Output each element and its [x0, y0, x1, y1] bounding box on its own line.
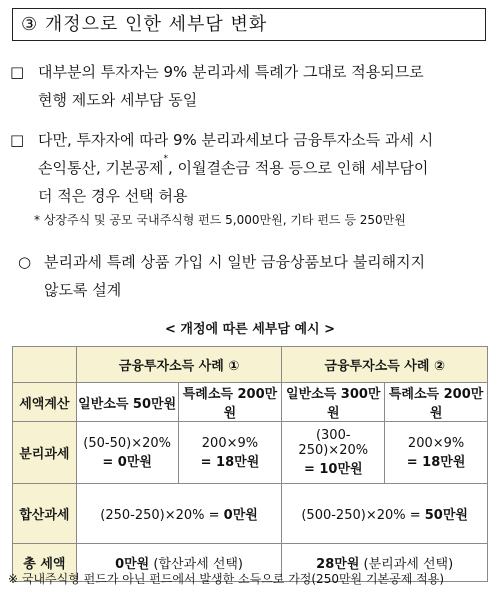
sep-expr-3: (300-250)×20%: [298, 428, 369, 458]
calc-cell-3: 일반소득 300만원: [282, 383, 385, 422]
total-note-1: (합산과세 선택): [149, 557, 244, 572]
total-val-1: 0만원: [115, 557, 150, 572]
comb-res-1: 0만원: [223, 508, 258, 523]
section-title: ③ 개정으로 인한 세부담 변화: [12, 8, 486, 41]
paragraph-2-line-3: 더 적은 경우 선택 허용: [38, 187, 188, 205]
sep-res-1: = 0만원: [102, 454, 152, 470]
footnote-marker: *: [163, 154, 168, 164]
paragraph-3: [10, 248, 494, 304]
bullet-square: □: [10, 131, 25, 149]
comb-cell-2: [282, 484, 488, 544]
sep-res-3: = 10만원: [303, 462, 363, 477]
row-header-calc: 세액계산: [13, 383, 77, 422]
paragraph-3-line-1: 분리과세 특례 상품 가입 시 일반 금융상품보다 불리해지지: [44, 253, 426, 271]
corner-cell: [13, 347, 77, 383]
table-header-row: [13, 347, 488, 383]
footnote: ※ 국내주식형 펀드가 아닌 펀드에서 발생한 소득으로 가정(250만원 기본공제 적용): [8, 572, 445, 586]
calc-cell-4: 특례소득 200만원: [385, 383, 488, 422]
comb-expr-2: (500-250)×20% =: [301, 508, 425, 523]
row-header-combined: 합산과세: [13, 484, 77, 544]
row-header-separate: 분리과세: [13, 422, 77, 484]
total-val-2: 28만원: [316, 557, 360, 572]
paragraph-1: [10, 58, 494, 114]
table-row-calc: [13, 383, 488, 422]
tax-burden-table: [12, 346, 488, 582]
comb-res-2: 50만원: [424, 508, 468, 523]
sep-cell-2: [178, 422, 282, 484]
paragraph-1-line-1: 대부분의 투자자는 9% 분리과세 특례가 그대로 적용되므로: [38, 63, 424, 81]
row-header-total: 총 세액: [13, 544, 77, 582]
sep-expr-1: (50-50)×20%: [83, 435, 172, 451]
comb-cell-1: [76, 484, 282, 544]
calc-cell-1: 일반소득 50만원: [76, 383, 178, 422]
case-1-header: 금융투자소득 사례 ①: [76, 347, 282, 383]
paragraph-1-line-2: 현행 제도와 세부담 동일: [38, 91, 198, 109]
paragraph-2-line-2a: 손익통산, 기본공제: [38, 159, 164, 177]
deduction-note: * 상장주식 및 공모 국내주식형 펀드 5,000만원, 기타 펀드 등 250만원: [34, 213, 406, 227]
sep-res-2: = 18만원: [200, 454, 260, 470]
bullet-square: □: [10, 63, 25, 81]
case-2-header: 금융투자소득 사례 ②: [282, 347, 488, 383]
comb-expr-1: (250-250)×20% =: [100, 508, 224, 523]
table-title: < 개정에 따른 세부담 예시 >: [165, 322, 335, 337]
sep-cell-3: [282, 422, 385, 484]
table-row-separate: [13, 422, 488, 484]
sep-cell-4: [385, 422, 488, 484]
calc-cell-2: 특례소득 200만원: [178, 383, 282, 422]
paragraph-2: [10, 126, 494, 210]
paragraph-3-line-2: 않도록 설계: [44, 281, 122, 299]
sep-expr-4: 200×9%: [407, 435, 465, 451]
paragraph-2-line-2: [38, 154, 494, 182]
bullet-circle: ○: [18, 253, 32, 271]
paragraph-2-line-1: 다만, 투자자에 따라 9% 분리과세보다 금융투자소득 과세 시: [38, 131, 434, 149]
paragraph-2-line-2b: , 이월결손금 적용 등으로 인해 세부담이: [167, 159, 429, 177]
sep-expr-2: 200×9%: [201, 435, 259, 451]
total-note-2: (분리과세 선택): [359, 557, 454, 572]
sep-cell-1: [76, 422, 178, 484]
table-row-combined: [13, 484, 488, 544]
sep-res-4: = 18만원: [406, 454, 466, 470]
